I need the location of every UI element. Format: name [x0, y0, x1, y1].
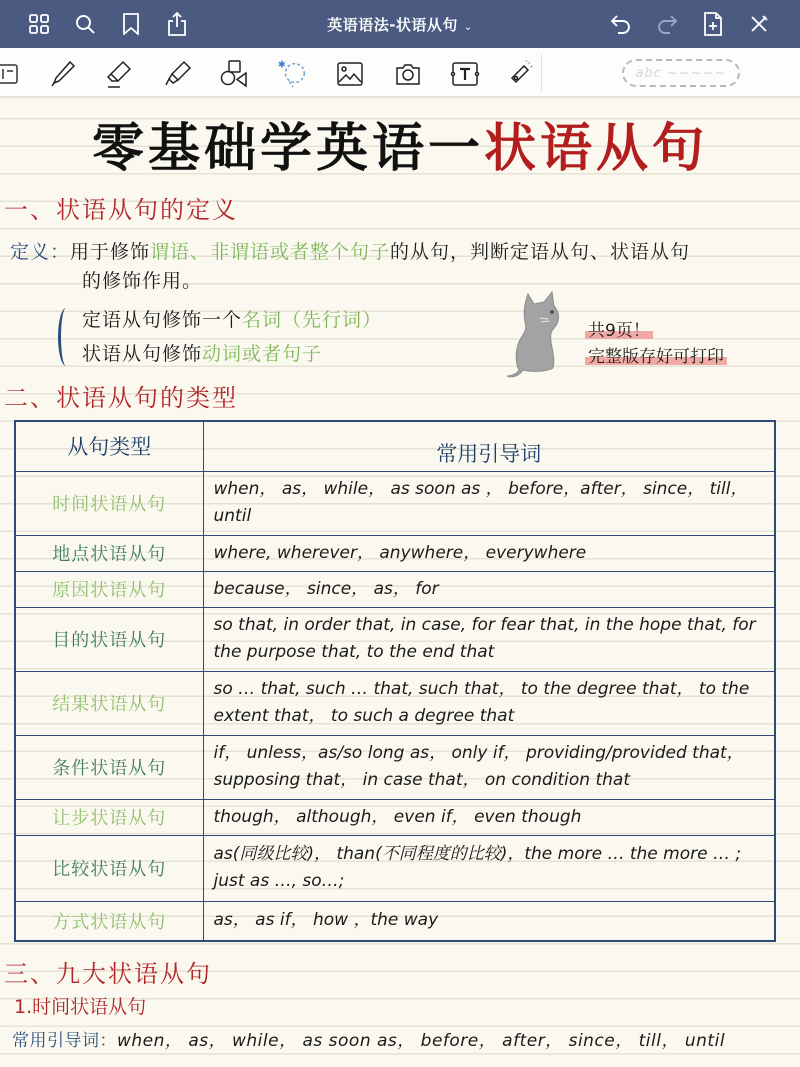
table-row	[15, 535, 775, 571]
clause-type: 比较状语从句	[15, 835, 203, 901]
redo-icon[interactable]	[655, 12, 679, 36]
text-style-preview[interactable]: abc ~~~~~	[622, 59, 740, 87]
compare-text: 定语从句修饰一个	[82, 309, 243, 331]
page-title	[0, 106, 800, 181]
conjunctions: as(同级比较)， than(不同程度的比较)，the more … the more … ; just as …, so…;	[203, 835, 775, 901]
brace-bracket	[58, 308, 74, 366]
conjunctions-label: 常用引导词：	[12, 1031, 117, 1051]
compare-highlight: 动词或者句子	[202, 343, 323, 365]
subsection-heading-time: 1.时间状语从句	[14, 996, 147, 1018]
definition-highlight: 谓语、非谓语或者整个句子	[150, 241, 391, 263]
table-row	[15, 471, 775, 535]
conjunctions: because， since， as， for	[203, 571, 775, 607]
cat-illustration	[500, 288, 580, 378]
document-title: 英语语法-状语从句	[327, 16, 458, 34]
tool-bar	[0, 48, 800, 98]
laser-pointer-icon[interactable]	[505, 59, 535, 89]
close-edit-icon[interactable]	[747, 12, 771, 36]
conjunctions: though， although， even if， even though	[203, 799, 775, 835]
camera-icon[interactable]	[393, 59, 423, 89]
section-heading-3: 三、九大状语从句	[4, 960, 212, 988]
highlighter-icon[interactable]	[163, 59, 193, 89]
conjunctions-list: when， as， while， as soon as， before， after， since， till， until	[117, 1031, 726, 1051]
compare-line-adverbial	[82, 339, 322, 366]
compare-line-attributive	[82, 305, 382, 332]
eraser-icon[interactable]	[104, 59, 134, 89]
clause-type: 方式状语从句	[15, 901, 203, 941]
compare-text: 状语从句修饰	[82, 343, 203, 365]
title-black-part: 零基础学英语一	[91, 119, 484, 179]
notebook-page	[0, 98, 800, 1067]
table-row	[15, 799, 775, 835]
svg-text:✱: ✱	[278, 59, 286, 71]
header-conjunctions: 常用引导词	[203, 421, 775, 471]
table-row	[15, 671, 775, 735]
definition-text-1: 用于修饰	[70, 241, 151, 263]
section-heading-2: 二、状语从句的类型	[4, 384, 238, 412]
page-count-note	[585, 318, 727, 370]
table-row	[15, 835, 775, 901]
note-line-2: 完整版存好可打印	[585, 347, 727, 367]
clause-type: 条件状语从句	[15, 735, 203, 799]
conjunctions: if， unless，as/so long as， only if， providing/provided that， supposing that， in case that， on condition that	[203, 735, 775, 799]
definition-line	[10, 238, 690, 266]
undo-icon[interactable]	[609, 12, 633, 36]
table-row	[15, 571, 775, 607]
add-page-icon[interactable]	[701, 12, 725, 36]
section-heading-1: 一、状语从句的定义	[4, 196, 238, 224]
toolbar-divider	[541, 54, 542, 92]
table-row	[15, 735, 775, 799]
clause-type: 结果状语从句	[15, 671, 203, 735]
conjunctions: so … that, such … that, such that， to the degree that， to the extent that， to such a degree that	[203, 671, 775, 735]
definition-text-2: 的从句，判断定语从句、状语从句	[390, 241, 691, 263]
image-icon[interactable]	[335, 59, 365, 89]
shapes-icon[interactable]	[219, 59, 249, 89]
definition-line-2: 的修饰作用。	[82, 270, 203, 292]
clause-types-table	[14, 420, 776, 942]
chevron-down-icon: ⌄	[463, 22, 473, 33]
time-clause-conjunctions	[12, 1026, 725, 1051]
compare-highlight: 名词（先行词）	[242, 309, 383, 331]
clause-type: 让步状语从句	[15, 799, 203, 835]
conjunctions: so that, in order that, in case, for fear that, in the hope that, for the purpose that, to the end that	[203, 607, 775, 671]
top-nav-bar	[0, 0, 800, 48]
table-header-row	[15, 421, 775, 471]
clause-type: 原因状语从句	[15, 571, 203, 607]
lasso-icon[interactable]	[278, 59, 308, 89]
clause-type: 地点状语从句	[15, 535, 203, 571]
table-row	[15, 607, 775, 671]
text-box-icon[interactable]	[450, 59, 480, 89]
title-red-part: 状语从句	[484, 119, 709, 179]
pen-icon[interactable]	[48, 59, 78, 89]
conjunctions: when， as， while， as soon as ， before，after， since， till， until	[203, 471, 775, 535]
definition-label: 定义：	[10, 241, 71, 263]
table-row	[15, 901, 775, 941]
conjunctions: as， as if， how ，the way	[203, 901, 775, 941]
clause-type: 目的状语从句	[15, 607, 203, 671]
clause-type: 时间状语从句	[15, 471, 203, 535]
reader-mode-icon[interactable]	[0, 59, 22, 89]
document-title-dropdown[interactable]	[0, 14, 800, 35]
header-clause-type: 从句类型	[15, 421, 203, 471]
conjunctions: where, wherever， anywhere， everywhere	[203, 535, 775, 571]
note-line-1: 共9页！	[585, 321, 653, 341]
